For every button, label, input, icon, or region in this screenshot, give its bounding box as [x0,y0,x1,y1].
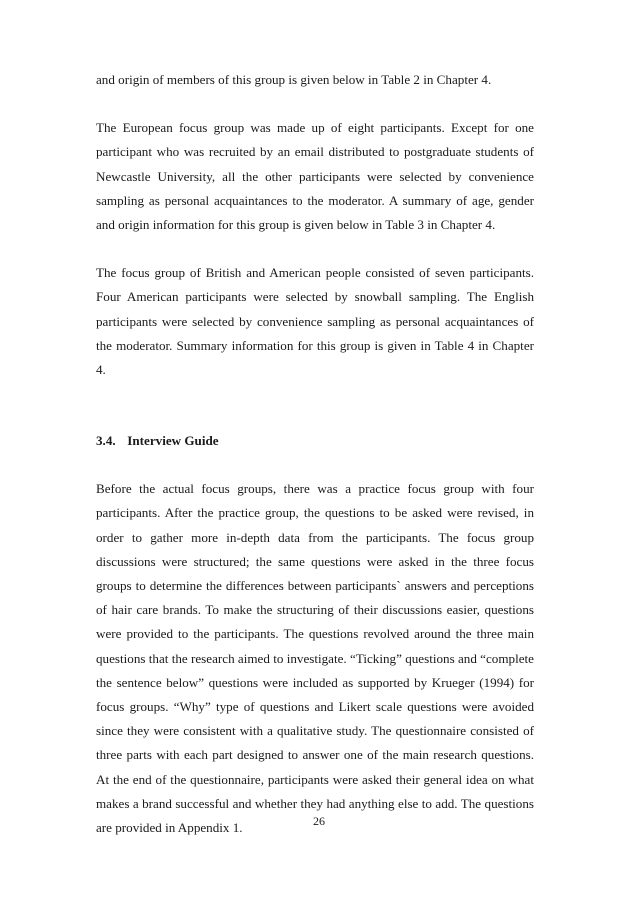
page-number: 26 [313,814,325,828]
paragraph-european-focus-group: The European focus group was made up of eight participants. Except for one participant who was recruited by an email distributed to postgraduate students of Newcastle University, all the other participants were selected by convenience sampling as personal acquaintances to the moderator. A summary of age, gender and origin information for this group is given below in Table 3 in Chapter 4. [96,120,534,233]
paragraph-british-american-focus-group: The focus group of British and American people consisted of seven participants. Four American participants were selected by snowball sampling. The English participants were selected by convenience sampling as personal acquaintances of the moderator. Summary information for this group is given in Table 4 in Chapter 4. [96,265,534,378]
paragraph-intro-fragment: and origin of members of this group is given below in Table 2 in Chapter 4. [96,72,492,87]
document-page [96,68,534,840]
paragraph-interview-guide: Before the actual focus groups, there was a practice focus group with four participants. After the practice group, the questions to be asked were revised, in order to gather more in-depth data from the participants. The focus group discussions were structured; the same questions were asked in the three focus groups to determine the differences between participants` answers and perceptions of hair care brands. To make the structuring of their discussions easier, questions were provided to the participants. The questions revolved around the three main questions that the research aimed to investigate. “Ticking” questions and “complete the sentence below” questions were included as supported by Krueger (1994) for focus groups. “Why” type of questions and Likert scale questions were avoided since they were consistent with a qualitative study. The questionnaire consisted of three parts with each part designed to answer one of the main research questions. At the end of the questionnaire, participants were asked their general idea on what makes a brand successful and whether they had anything else to add. The questions are provided in Appendix 1. [96,481,534,836]
section-title: Interview Guide [127,433,219,449]
section-heading [96,429,534,453]
section-number: 3.4. [96,433,116,449]
